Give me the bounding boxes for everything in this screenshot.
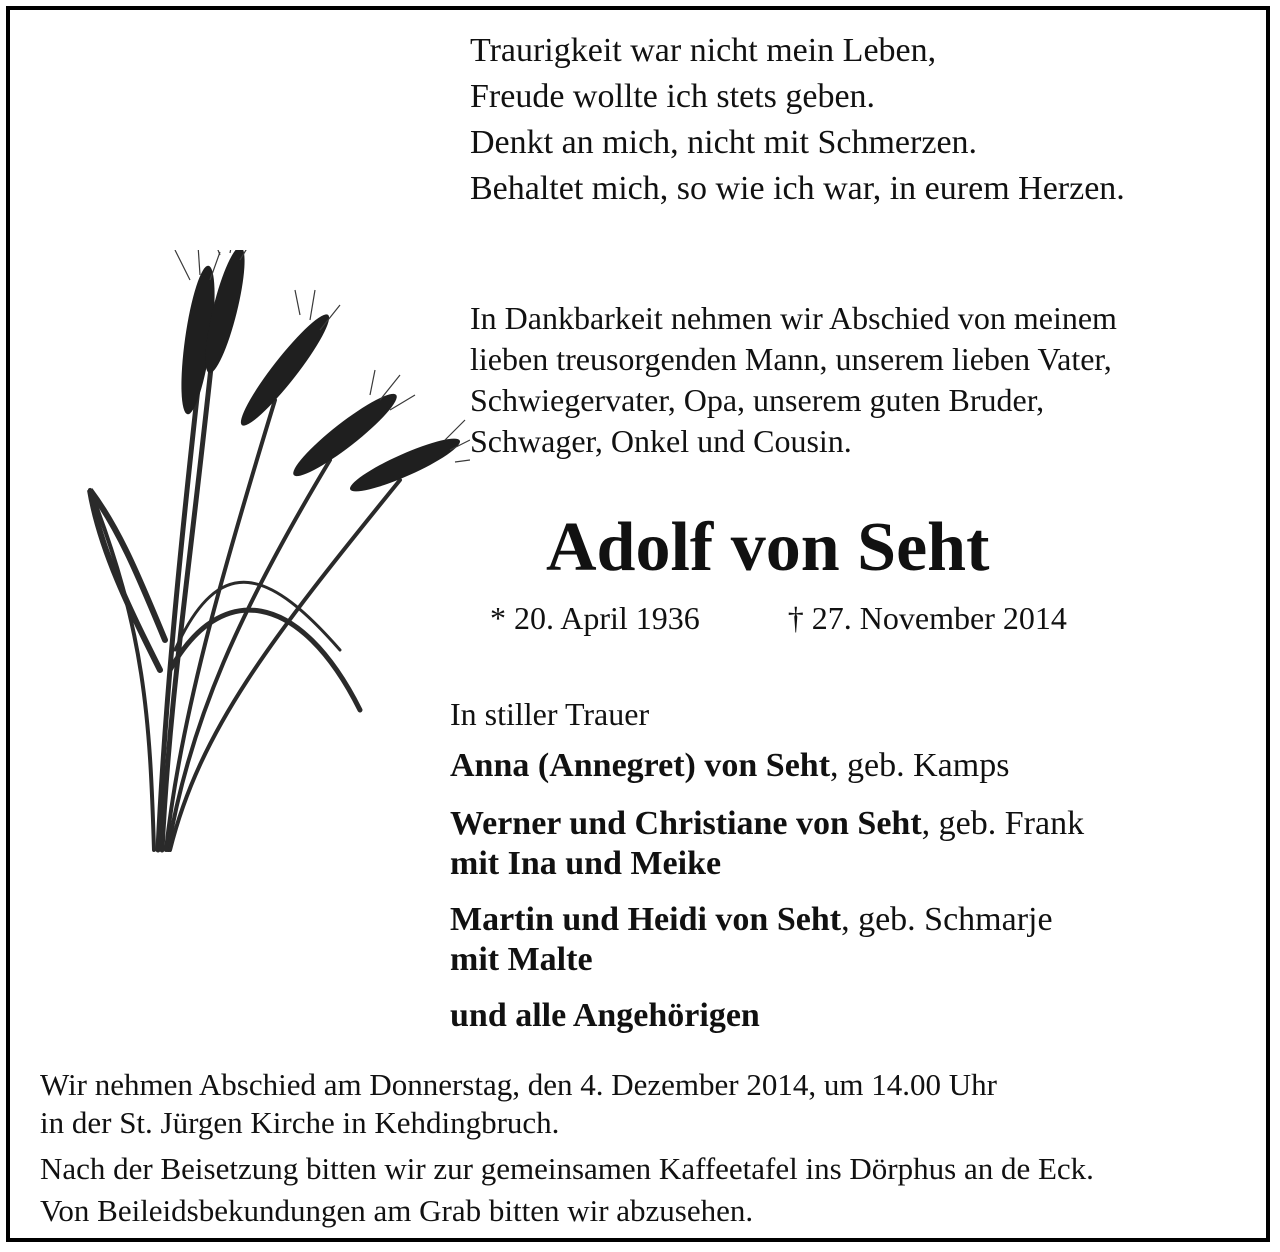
mourner-children: mit Ina und Meike <box>450 845 722 882</box>
mourner-birth-name: , geb. Schmarje <box>841 901 1053 938</box>
funeral-line: in der St. Jürgen Kirche in Kehdingbruch. <box>40 1105 560 1140</box>
deceased-name: Adolf von Seht <box>546 509 990 586</box>
poem-line: Traurigkeit war nicht mein Leben, <box>470 32 937 69</box>
intro-text <box>470 298 1117 462</box>
mourner-entry <box>450 900 1053 980</box>
mourner-entry <box>450 996 760 1036</box>
intro-line: lieben treusorgenden Mann, unserem lieben Vater, <box>470 341 1112 377</box>
intro-line: Schwiegervater, Opa, unserem guten Bruder, <box>470 382 1045 418</box>
obituary-frame <box>6 6 1270 1242</box>
poem-line: Denkt an mich, nicht mit Schmerzen. <box>470 124 978 161</box>
funeral-notice <box>40 1066 997 1142</box>
closing-line: Von Beileidsbekundungen am Grab bitten wir abzusehen. <box>40 1193 754 1228</box>
life-dates <box>490 596 1067 640</box>
closing-line: Nach der Beisetzung bitten wir zur gemeinsamen Kaffeetafel ins Dörphus an de Eck. <box>40 1151 1094 1186</box>
mourner-birth-name: , geb. Frank <box>921 805 1085 842</box>
mourner-children: mit Malte <box>450 941 593 978</box>
mourner-birth-name: , geb. Kamps <box>830 747 1010 784</box>
death-date: † 27. November 2014 <box>787 600 1067 636</box>
mourners-label: In stiller Trauer <box>450 696 650 732</box>
mourner-name: Werner und Christiane von Seht <box>450 805 922 842</box>
mourner-name: Martin und Heidi von Seht <box>450 901 842 938</box>
intro-line: In Dankbarkeit nehmen wir Abschied von meinem <box>470 300 1117 336</box>
birth-date: * 20. April 1936 <box>490 600 700 636</box>
mourner-entry <box>450 804 1084 884</box>
poem-line: Freude wollte ich stets geben. <box>470 78 876 115</box>
funeral-line: Wir nehmen Abschied am Donnerstag, den 4. Dezember 2014, um 14.00 Uhr <box>40 1067 997 1102</box>
mourner-name: Anna (Annegret) von Seht <box>450 747 831 784</box>
mourner-name: und alle Angehörigen <box>450 997 760 1034</box>
poem-line: Behaltet mich, so wie ich war, in eurem Herzen. <box>470 170 1125 207</box>
closing-notice <box>40 1148 1094 1232</box>
intro-line: Schwager, Onkel und Cousin. <box>470 423 852 459</box>
poem <box>470 28 1125 212</box>
mourner-entry <box>450 746 1009 786</box>
